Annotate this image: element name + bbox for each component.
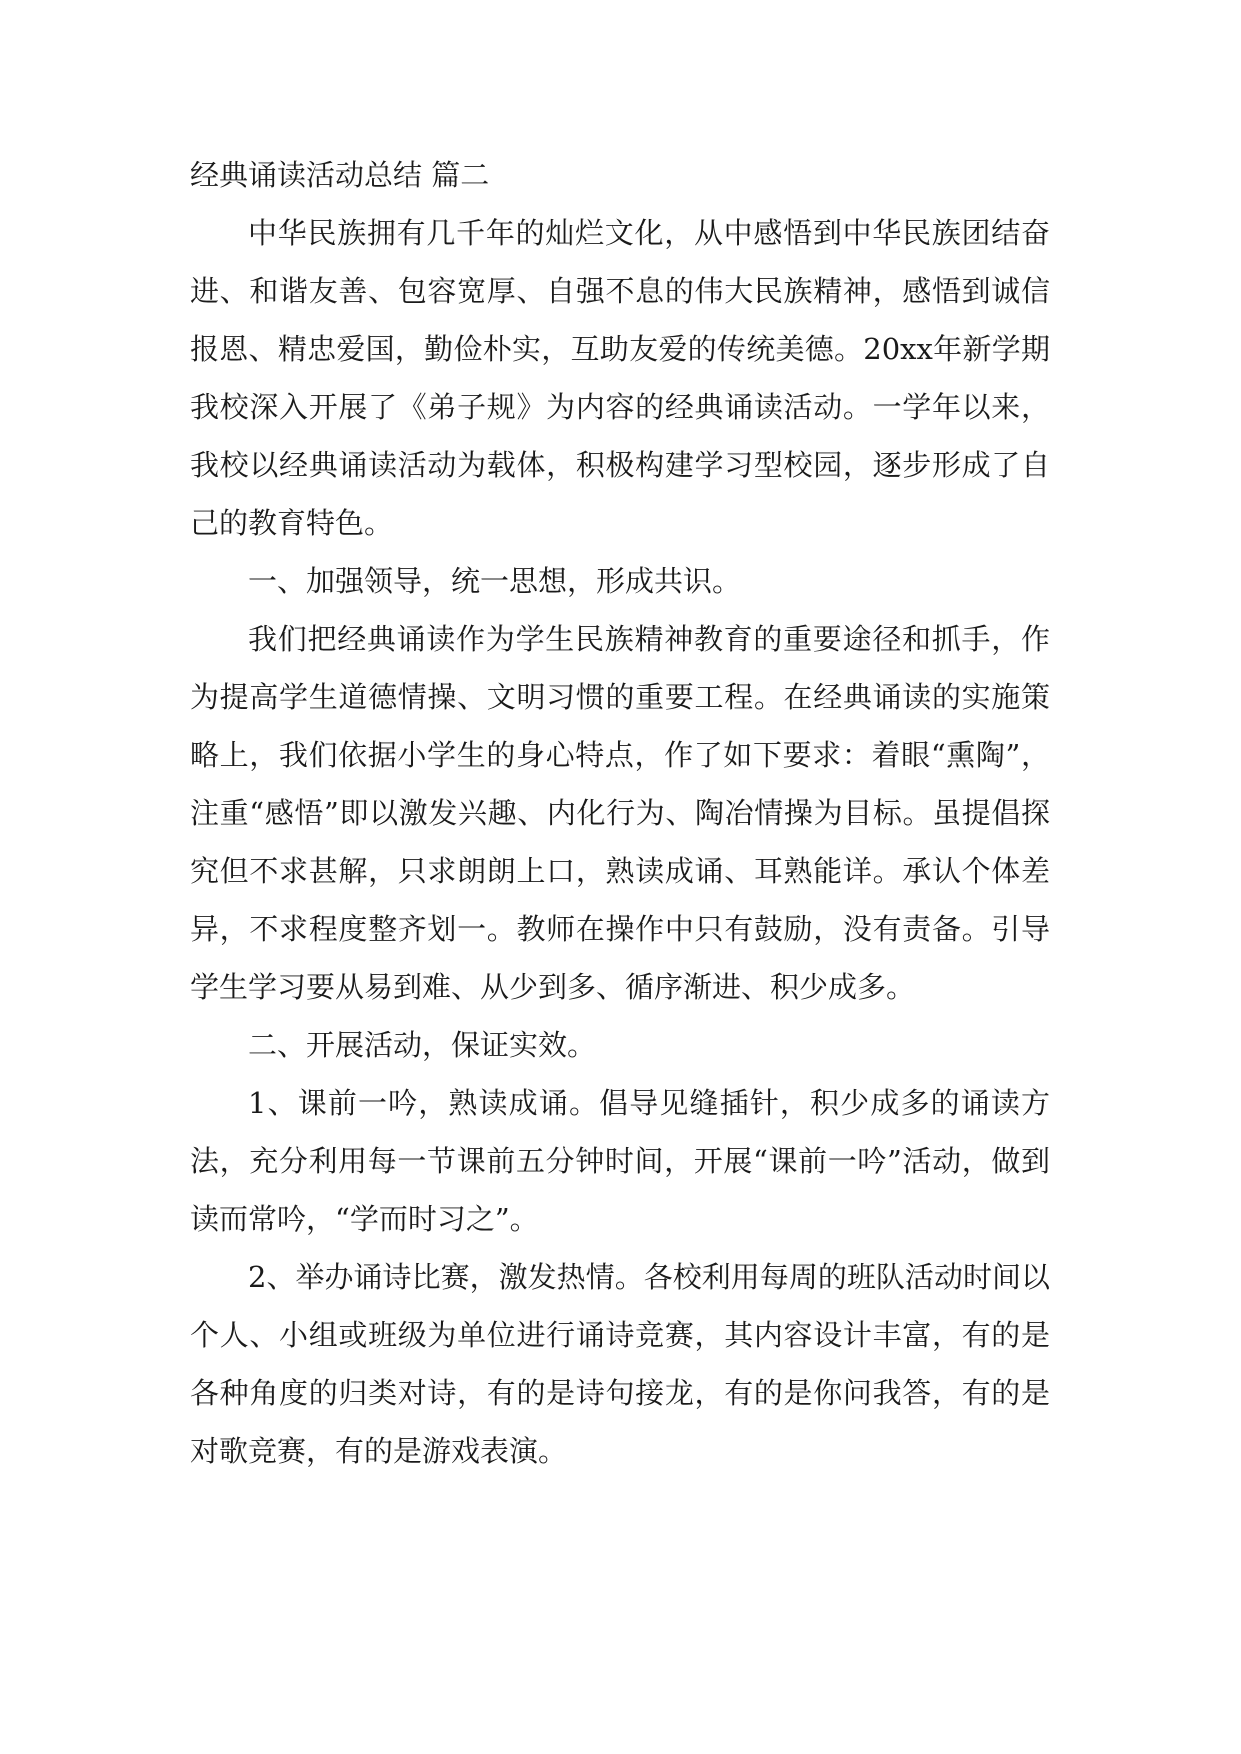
document-title: 经典诵读活动总结 篇二: [190, 158, 490, 192]
paragraph-strategy: 我们把经典诵读作为学生民族精神教育的重要途径和抓手，作为提高学生道德情操、文明习惯的重要工程。在经典诵读的实施策略上，我们依据小学生的身心特点，作了如下要求：着眼“熏陶”，注重“感悟”即以激发兴趣、内化行为、陶冶情操为目标。虽提倡探究但不求甚解，只求朗朗上口，熟读成诵、耳熟能详。承认个体差异，不求程度整齐划一。教师在操作中只有鼓励，没有责备。引导学生学习要从易到难、从少到多、循序渐进、积少成多。: [190, 622, 1050, 1004]
paragraph-item-1: 1、课前一吟，熟读成诵。倡导见缝插针，积少成多的诵读方法，充分利用每一节课前五分钟时间，开展“课前一吟”活动，做到读而常吟，“学而时习之”。: [190, 1086, 1050, 1236]
document-body: [190, 146, 1050, 1480]
paragraph-item-2: 2、举办诵诗比赛，激发热情。各校利用每周的班队活动时间以个人、小组或班级为单位进行诵诗竞赛，其内容设计丰富，有的是各种角度的归类对诗，有的是诗句接龙，有的是你问我答，有的是对歌竞赛，有的是游戏表演。: [190, 1260, 1050, 1468]
paragraph-intro: 中华民族拥有几千年的灿烂文化，从中感悟到中华民族团结奋进、和谐友善、包容宽厚、自强不息的伟大民族精神，感悟到诚信报恩、精忠爱国，勤俭朴实，互助友爱的传统美德。20xx年新学期我校深入开展了《弟子规》为内容的经典诵读活动。一学年以来，我校以经典诵读活动为载体，积极构建学习型校园，逐步形成了自己的教育特色。: [190, 216, 1050, 540]
section-heading-leadership: 一、加强领导，统一思想，形成共识。: [248, 564, 742, 598]
section-heading-activities: 二、开展活动，保证实效。: [248, 1028, 597, 1062]
